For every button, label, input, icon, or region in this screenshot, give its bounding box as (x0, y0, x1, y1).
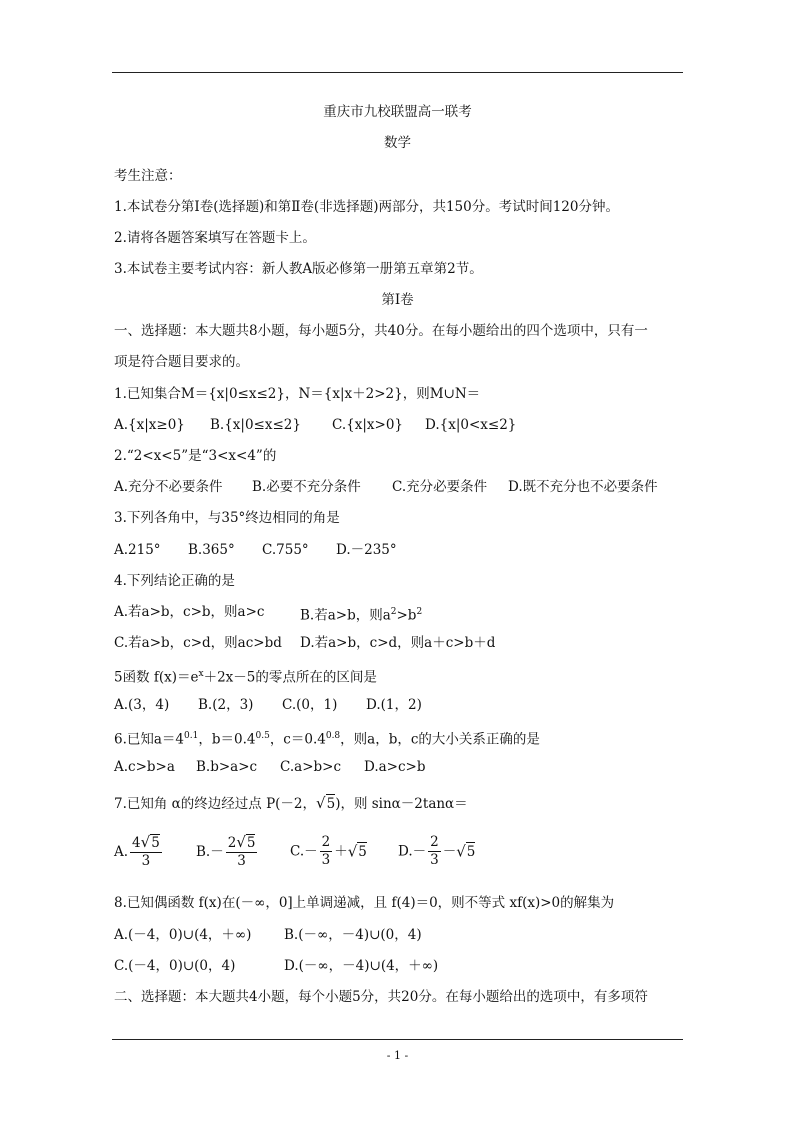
q7-option-a-denominator: 3 (141, 853, 151, 869)
q8-option-c: C.(－4，0)∪(0，4) (114, 958, 236, 974)
q6-option-d: D.a>c>b (364, 759, 426, 775)
q7-stem-radicand: 5 (326, 796, 336, 812)
page-number: - 1 - (386, 1049, 409, 1062)
q5-option-b: B.(2，3) (198, 697, 254, 713)
q8-option-b: B.(－∞，－4)∪(0，4) (284, 927, 422, 943)
q2-option-d: D.既不充分也不必要条件 (508, 479, 658, 495)
q7-option-a (114, 834, 164, 870)
q7-option-c (290, 834, 367, 869)
q7-option-d-radical: √ (456, 842, 466, 861)
q7-option-b-numerator (226, 834, 258, 853)
q1-option-c: C.{x|x>0} (332, 417, 403, 433)
q7-option-c-radical: √ (347, 842, 358, 861)
q8-stem: 8.已知偶函数 f(x)在(－∞，0]上单调递减，且 f(4)＝0，则不等式 xf(x)>0的解集为 (114, 895, 615, 911)
q7-option-b-label: B.－ (196, 844, 224, 860)
q2-stem: 2.“2<x<5”是“3<x<4”的 (114, 448, 277, 464)
q7-option-d-label: D.－ (398, 843, 427, 860)
q7-option-c-fraction (320, 834, 333, 869)
q2-option-a: A.充分不必要条件 (114, 479, 223, 495)
q1-option-d: D.{x|0<x≤2} (425, 417, 517, 433)
q7-option-c-operator: ＋ (334, 843, 348, 860)
q7-stem (114, 794, 468, 813)
q6-stem-part1: 6.已知a＝4 (114, 731, 185, 748)
notice-heading: 考生注意： (114, 168, 182, 184)
q7-option-b-coef: 2 (227, 835, 237, 851)
q6-stem (114, 727, 540, 749)
q6-option-a: A.c>b>a (114, 759, 175, 775)
q4-option-d: D.若a>b，c>d，则a＋c>b＋d (300, 635, 496, 651)
q6-stem-exp3: 0.8 (325, 731, 341, 741)
q1-option-b: B.{x|0≤x≤2} (210, 417, 301, 433)
q5-stem (114, 665, 377, 687)
q7-option-b-radicand: 5 (246, 835, 256, 851)
q7-option-a-fraction (130, 834, 162, 870)
q3-option-a: A.215° (114, 542, 161, 558)
q7-option-c-denominator: 3 (321, 852, 331, 868)
q7-option-b-radical: √ (236, 833, 246, 851)
q3-option-d: D.－235° (336, 542, 397, 558)
exam-title: 重庆市九校联盟高一联考 (323, 104, 472, 120)
q7-option-c-radicand: 5 (358, 844, 367, 860)
q4-option-b-text: B.若a>b，则a (300, 607, 391, 624)
top-rule (112, 72, 683, 73)
q4-option-a: A.若a>b，c>b，则a>c (114, 604, 265, 620)
q4-option-b (300, 603, 422, 625)
notice-item-2: 2.请将各题答案填写在答题卡上。 (114, 230, 316, 246)
q7-option-b-denominator: 3 (237, 853, 246, 869)
q5-option-d: D.(1，2) (366, 697, 422, 713)
notice-item-3: 3.本试卷主要考试内容：新人教A版必修第一册第五章第2节。 (114, 261, 483, 277)
notice-item-1: 1.本试卷分第Ⅰ卷(选择题)和第Ⅱ卷(非选择题)两部分，共150分。考试时间120分钟。 (114, 199, 619, 215)
q3-option-c: C.755° (262, 542, 309, 558)
q6-stem-part2: ，b＝0.4 (198, 731, 256, 748)
q5-stem-sup: x (198, 669, 204, 679)
q5-stem-post: ＋2x－5的零点所在的区间是 (203, 669, 377, 686)
q7-option-d-fraction (428, 834, 441, 869)
q2-option-b: B.必要不充分条件 (252, 479, 361, 495)
q3-stem: 3.下列各角中，与35°终边相同的角是 (114, 510, 340, 526)
q5-stem-pre: 5函数 f(x)＝e (114, 669, 199, 686)
q6-stem-exp1: 0.1 (184, 731, 199, 741)
section1-intro-line2: 项是符合题目要求的。 (114, 354, 249, 370)
q5-option-c: C.(0，1) (282, 697, 338, 713)
q7-option-c-numerator: 2 (321, 834, 331, 850)
q8-option-d: D.(－∞，－4)∪(4，＋∞) (284, 958, 439, 974)
q7-option-a-label: A. (114, 844, 129, 860)
q4-stem: 4.下列结论正确的是 (114, 573, 235, 589)
q7-stem-post: )，则 sinα－2tanα＝ (335, 796, 468, 812)
q7-option-d-denominator: 3 (430, 852, 439, 868)
q6-stem-exp2: 0.5 (255, 731, 270, 741)
q6-option-b: B.b>a>c (196, 759, 258, 775)
q7-option-b (196, 834, 259, 870)
section1-intro-line1: 一、选择题：本大题共8小题，每小题5分，共40分。在每小题给出的四个选项中，只有一 (114, 323, 648, 339)
q4-option-c: C.若a>b，c>d，则ac>bd (114, 635, 282, 651)
q7-option-c-label: C.－ (290, 843, 318, 860)
q6-stem-part3: ，c＝0.4 (269, 731, 326, 748)
subject-title: 数学 (384, 135, 411, 151)
q7-option-d-radicand: 5 (466, 844, 476, 860)
volume-title: 第Ⅰ卷 (381, 292, 414, 308)
bottom-rule (112, 1039, 683, 1040)
q7-option-a-radicand: 5 (151, 835, 160, 851)
q7-radical-sign: √ (316, 794, 326, 812)
q3-option-b: B.365° (188, 542, 235, 558)
q1-stem: 1.已知集合M＝{x|0≤x≤2}，N＝{x|x＋2>2}，则M∪N＝ (114, 386, 481, 402)
q7-option-a-radical: √ (140, 833, 151, 851)
q4-option-b-rest: >b (396, 607, 417, 624)
section2-intro-line1: 二、选择题：本大题共4小题，每个小题5分，共20分。在每小题给出的选项中，有多项符 (114, 989, 648, 1005)
q4-option-b-sup1: 2 (390, 607, 397, 617)
q2-option-c: C.充分必要条件 (392, 479, 488, 495)
q1-option-a: A.{x|x≥0} (114, 417, 185, 433)
q8-option-a: A.(－4，0)∪(4，＋∞) (114, 927, 252, 943)
q7-option-d-numerator: 2 (430, 834, 439, 850)
q7-option-a-coef: 4 (132, 835, 141, 851)
q6-stem-part4: ，则a，b，c的大小关系正确的是 (340, 731, 540, 748)
q4-option-b-sup2: 2 (416, 607, 423, 617)
q7-option-b-fraction (226, 834, 258, 870)
q7-stem-pre: 7.已知角 α的终边经过点 P(－2， (114, 796, 317, 812)
q7-option-d-operator: － (442, 843, 457, 860)
q5-option-a: A.(3，4) (114, 697, 170, 713)
q7-option-a-numerator (130, 834, 162, 853)
q6-option-c: C.a>b>c (280, 759, 342, 775)
q7-option-d (398, 834, 475, 869)
